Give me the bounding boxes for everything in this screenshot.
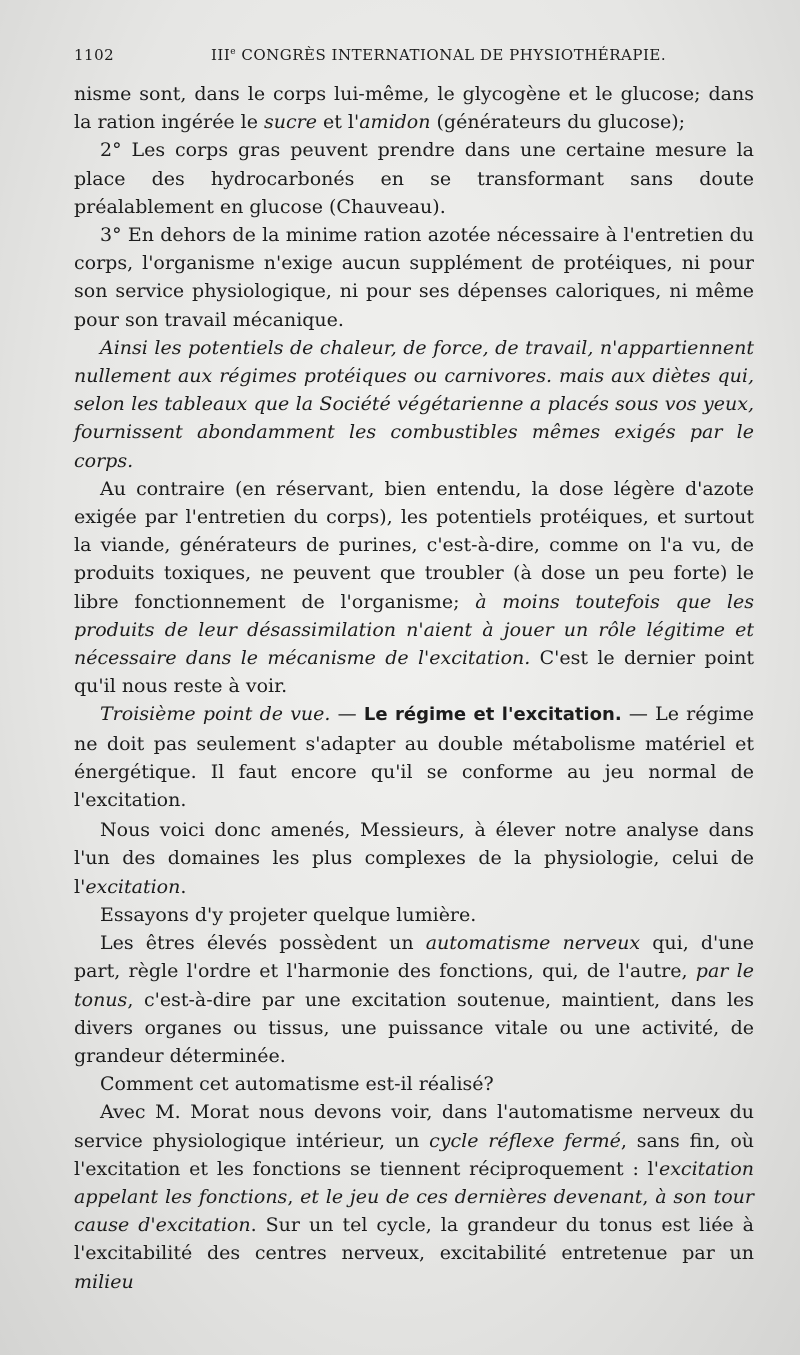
text-span: 3° En dehors de la minime ration azotée nécessaire à l'entretien du corps, l'organisme n'exige aucun supplément de protéiques, ni pour son service physiologique, ni pour ses dépenses caloriques, ni même pour son travail mécanique. [74,224,754,331]
paragraph [74,475,754,701]
italic-text: Troisième point de vue. [100,703,331,726]
paragraph [74,816,754,901]
text-span: nisme sont, dans le corps lui-même, le glycogène et le glucose; dans la ration ingérée le [74,83,754,134]
text-span: , sans fin, où l'excitation et les fonctions se tiennent réciproquement : l' [74,1129,754,1180]
text-span: . [180,875,187,898]
text-span: . Sur un tel cycle, la grandeur du tonus est liée à l'excitabilité des centres nerveux, excitabilité entretenue par un [74,1214,755,1265]
text-span: — [330,703,364,726]
text-span: qui, d'une part, règle l'ordre et l'harmonie des fonctions, qui, de l'autre, [74,932,754,983]
text-span: Comment cet automatisme est-il réalisé? [100,1073,494,1096]
text-span: , [642,1185,656,1208]
italic-text: sucre [263,111,317,134]
running-head [211,46,666,64]
italic-text: amidon [359,111,431,134]
paragraph [74,1070,754,1098]
page-header [74,46,764,74]
text-span: (générateurs du glucose); [430,111,686,134]
italic-text: automatisme nerveux [425,932,641,955]
body-text [74,80,754,1296]
paragraph [74,1098,754,1295]
italic-text: cycle réflexe fermé [429,1129,621,1152]
page-number: 1102 [74,46,115,64]
text-span: — Le régime ne doit pas seulement s'adapter au double métabolisme matériel et énergétique. Il faut encore qu'il se conforme au jeu normal de l'excitation. [74,703,754,812]
running-head-title: CONGRÈS INTERNATIONAL DE PHYSIOTHÉRAPIE. [236,46,667,64]
text-span: , [287,1185,301,1208]
italic-text: par le tonus [74,960,755,1011]
paragraph [74,929,754,1070]
text-span: Avec M. Morat nous devons voir, dans l'automatisme nerveux du service physiologique intérieur, un [74,1101,754,1152]
italic-text: excitation appelant les fonctions [74,1157,754,1208]
italic-text: et le jeu de ces dernières devenant [300,1185,643,1208]
paragraph [74,334,754,475]
italic-text: Ainsi les potentiels de chaleur, de force, de travail, n'appartiennent nullement aux régimes protéiques ou carnivores. mais aux diètes qui, selon les tableaux que la Société végétarienne a placés sous vos yeux, fournissent abondamment les combustibles mêmes exigés par le corps. [74,336,754,472]
paragraph [74,700,754,814]
text-span: C'est le dernier point qu'il nous reste à voir. [74,647,754,698]
text-span: Essayons d'y projeter quelque lumière. [100,903,477,926]
text-span: Nous voici donc amenés, Messieurs, à élever notre analyse dans l'un des domaines les plus complexes de la physiologie, celui de l' [74,819,754,898]
text-span: et l' [316,111,360,134]
paragraph [74,80,754,136]
text-span: Au contraire (en réservant, bien entendu, la dose légère d'azote exigée par l'entretien du corps), les potentiels protéiques, et surtout la viande, générateurs de purines, c'est-à-dire, comme on l'a vu, de produits toxiques, ne peuvent que troubler (à dose un peu forte) le libre fonctionnement de l'organisme; [74,477,754,613]
paragraph [74,136,754,221]
text-span: 2° Les corps gras peuvent prendre dans une certaine mesure la place des hydrocarbonés en se transformant sans doute préalablement en glucose (Chauveau). [74,139,754,218]
running-head-sup: e [230,47,237,57]
paragraph [74,221,754,334]
text-span: Les êtres élevés possèdent un [100,932,426,955]
running-head-roman: III [211,46,231,64]
paragraph [74,901,754,929]
text-span: , c'est-à-dire par une excitation soutenue, maintient, dans les divers organes ou tissus, une puissance vitale ou une activité, de grandeur déterminée. [74,988,754,1067]
italic-text: milieu [74,1270,134,1293]
italic-text: excitation [85,875,181,898]
bold-text: Le régime et l'excitation. [363,704,622,726]
italic-text: à moins toutefois que les produits de leur désassimilation n'aient à jouer un rôle légitime et nécessaire dans le mécanisme de l'excitation. [74,590,754,670]
italic-text: à son tour cause d'excitation [74,1185,754,1237]
